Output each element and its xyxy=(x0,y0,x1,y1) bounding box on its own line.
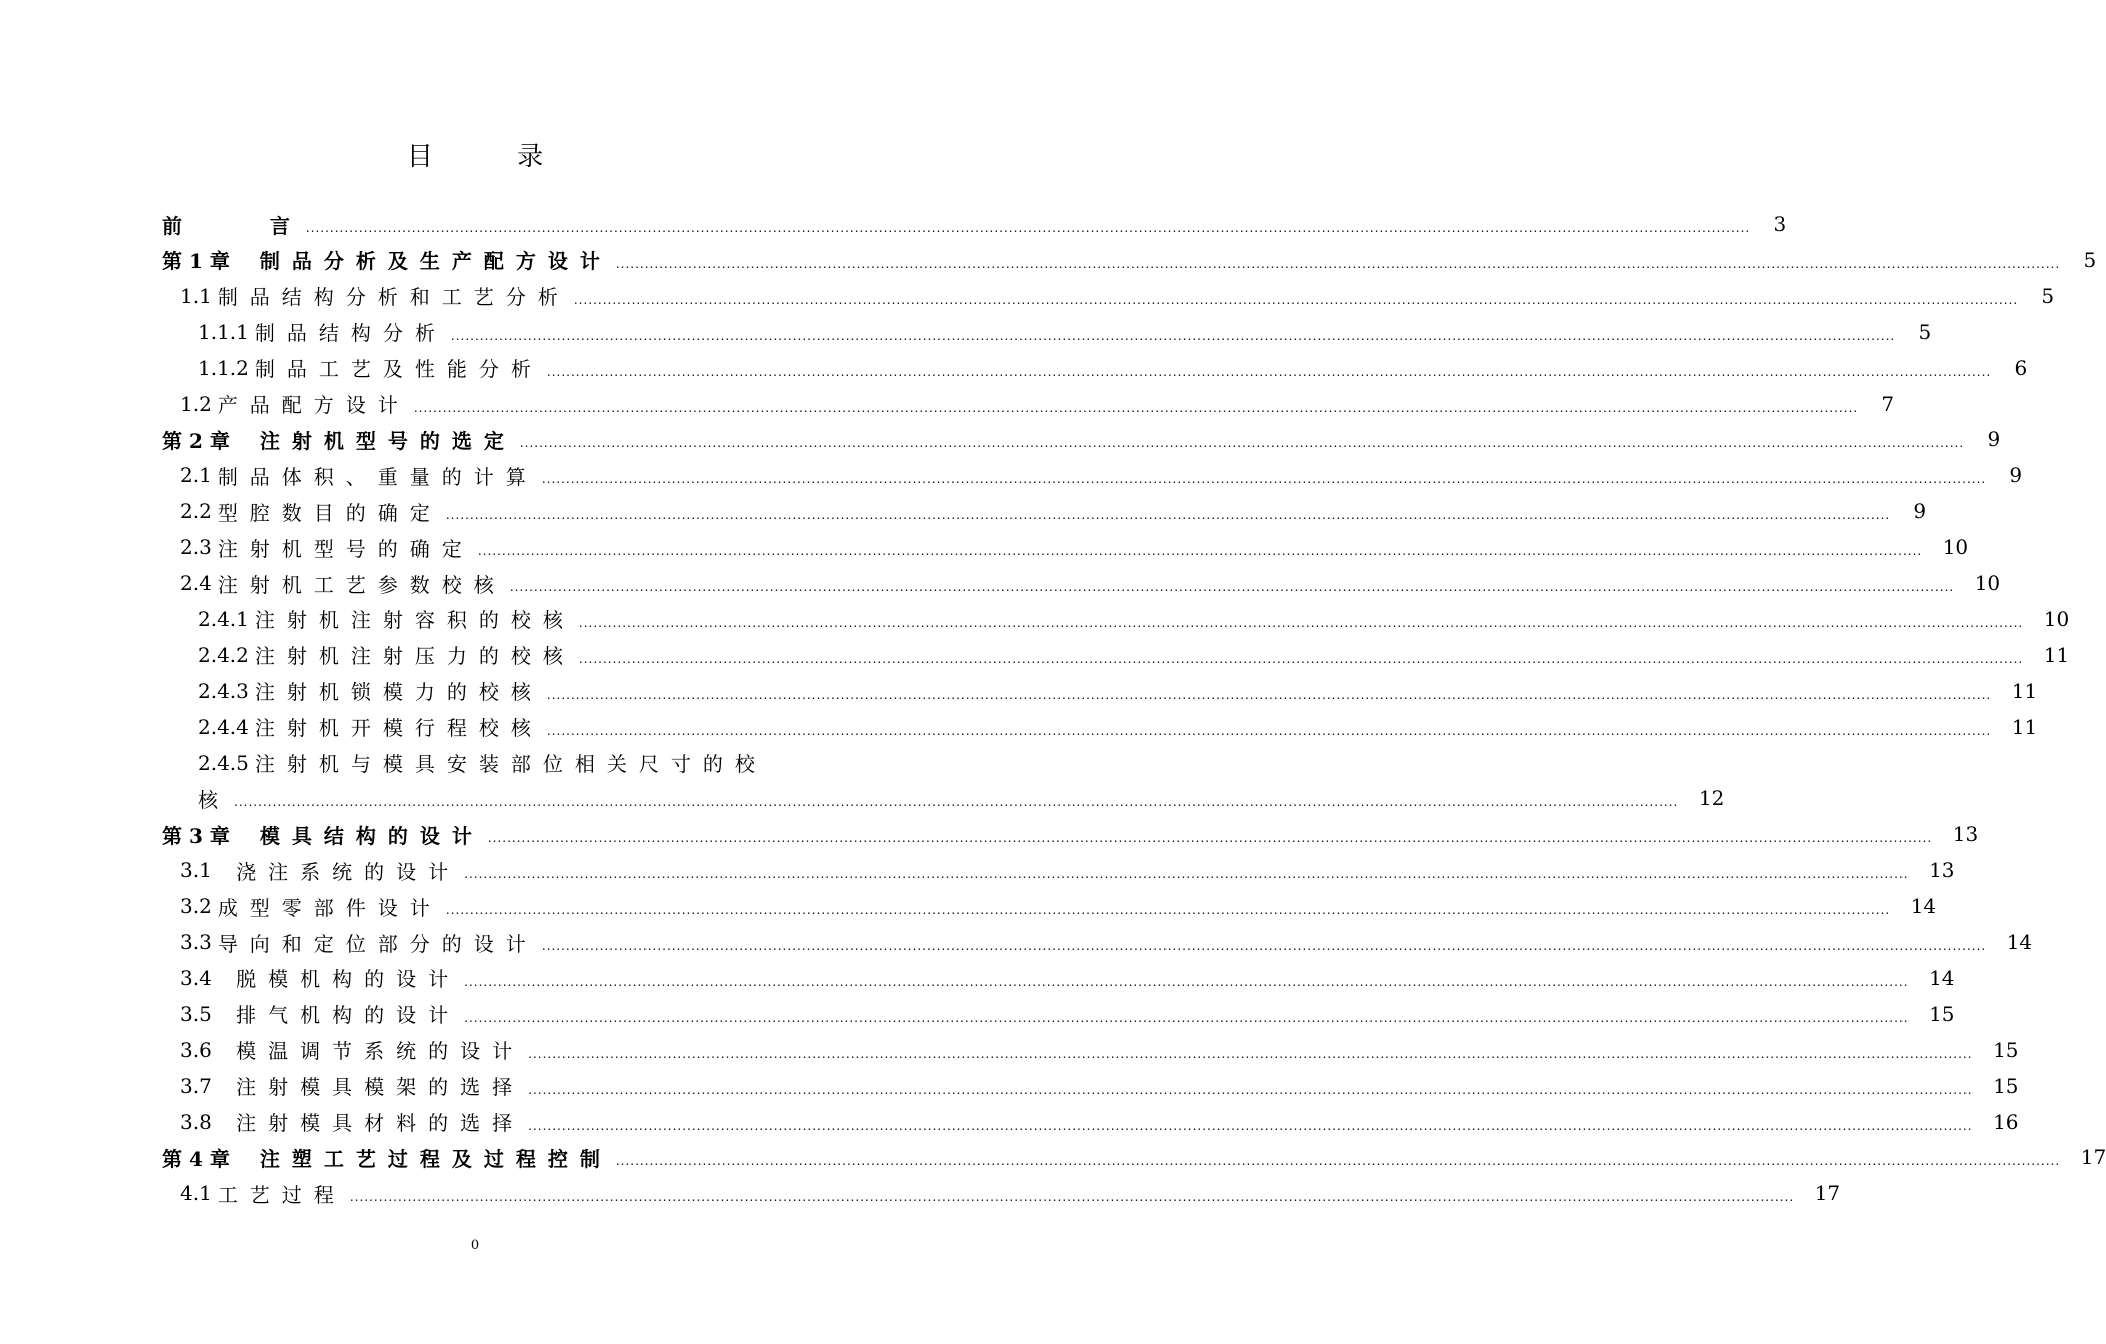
toc-entry-page: 14 xyxy=(1929,965,1955,990)
toc-entry-number: 2.4.4 xyxy=(198,714,249,739)
toc-entry-page: 15 xyxy=(1993,1073,2019,1098)
toc-entry-title: 模具结构的设计 xyxy=(259,823,484,848)
toc-entry-number: 3.2 xyxy=(180,894,212,919)
toc-entry-page: 5 xyxy=(2041,283,2055,308)
toc-entry-page: 17 xyxy=(2080,1145,2106,1170)
toc-leader-dots: ............................................................................................................................................................................................................................................................................................................ xyxy=(464,974,1909,989)
toc-entry-page: 17 xyxy=(1814,1181,1841,1206)
toc-entry[interactable] xyxy=(198,780,1725,816)
toc-entry-title: 型腔数目的确定 xyxy=(217,500,442,525)
toc-leader-dots: ............................................................................................................................................................................................................................................................................................................ xyxy=(487,831,1933,846)
toc-entry-title: 制品结构分析和工艺分析 xyxy=(217,285,570,310)
toc-entry-number: 2.1 xyxy=(180,463,212,488)
toc-entry-title: 制品体积、重量的计算 xyxy=(217,464,538,489)
toc-entry[interactable] xyxy=(180,278,2055,314)
toc-entry-page: 5 xyxy=(1918,319,1932,344)
toc-entry-title: 制品结构分析 xyxy=(254,321,447,346)
toc-entry-number: 1.1.2 xyxy=(198,355,249,380)
toc-entry[interactable] xyxy=(198,601,2070,637)
toc-entry-page: 10 xyxy=(1974,571,2001,595)
page-title: 目 录 xyxy=(406,142,582,172)
toc-leader-dots: ............................................................................................................................................................................................................................................................................................................ xyxy=(615,1154,2061,1169)
toc-entry-title: 产品配方设计 xyxy=(217,393,410,417)
toc-entry-page: 11 xyxy=(2011,714,2038,739)
toc-leader-dots: ............................................................................................................................................................................................................................................................................................................ xyxy=(546,687,1992,702)
toc-leader-dots: ............................................................................................................................................................................................................................................................................................................ xyxy=(528,1082,1973,1097)
toc-leader-dots: ............................................................................................................................................................................................................................................................................................................ xyxy=(450,328,1896,343)
toc-entry[interactable] xyxy=(162,1139,2106,1175)
toc-leader-dots: ............................................................................................................................................................................................................................................................................................................ xyxy=(541,939,1987,953)
toc-entry-title: 制品分析及生产配方设计 xyxy=(259,249,612,274)
toc-entry-number: 3.8 xyxy=(180,1109,212,1134)
toc-entry-title: 制品工艺及性能分析 xyxy=(254,357,543,382)
toc-entry-title: 注射模具材料的选择 xyxy=(217,1111,525,1135)
toc-entry[interactable] xyxy=(198,637,2070,673)
toc-entry[interactable] xyxy=(198,350,2028,386)
toc-entry-title: 注射机型号的选定 xyxy=(259,428,516,453)
toc-entry-number: 2.4.5 xyxy=(198,750,249,775)
toc-entry-page: 12 xyxy=(1698,786,1725,811)
toc-leader-dots: ............................................................................................................................................................................................................................................................................................................ xyxy=(519,436,1965,451)
toc-entry-page: 13 xyxy=(1929,858,1955,883)
toc-leader-dots: ............................................................................................................................................................................................................................................................................................................ xyxy=(477,544,1923,559)
toc-entry[interactable] xyxy=(162,421,2001,457)
toc-leader-dots: ............................................................................................................................................................................................................................................................................................................ xyxy=(615,256,2061,271)
toc-entry-number: 2.2 xyxy=(180,499,212,524)
toc-entry-number: 第 3 章 xyxy=(162,823,230,848)
toc-leader-dots: ............................................................................................................................................................................................................................................................................................................ xyxy=(578,651,2024,666)
toc-entry[interactable] xyxy=(162,206,1787,242)
toc-leader-dots: ............................................................................................................................................................................................................................................................................................................ xyxy=(573,292,2019,307)
toc-entry-page: 10 xyxy=(1942,535,1969,560)
toc-entry-number: 3.7 xyxy=(180,1073,212,1098)
toc-entry-title: 核 xyxy=(198,787,230,812)
toc-leader-dots: ............................................................................................................................................................................................................................................................................................................ xyxy=(234,795,1679,810)
toc-entry-number: 4.1 xyxy=(180,1181,212,1206)
toc-leader-dots: ............................................................................................................................................................................................................................................................................................................ xyxy=(546,364,1992,379)
toc-entry[interactable] xyxy=(198,745,832,781)
toc-leader-dots: ............................................................................................................................................................................................................................................................................................................ xyxy=(546,723,1992,738)
toc-entry-page: 15 xyxy=(1993,1037,2019,1062)
toc-entry-page: 9 xyxy=(2009,463,2023,488)
toc-entry-number: 3.5 xyxy=(180,1001,212,1026)
toc-entry[interactable] xyxy=(180,996,1955,1032)
toc-entry-title: 模温调节系统的设计 xyxy=(217,1039,525,1064)
toc-entry[interactable] xyxy=(180,1068,2019,1104)
toc-entry-title: 排气机构的设计 xyxy=(217,1003,461,1028)
toc-entry-title: 成型零部件设计 xyxy=(217,895,442,920)
toc-leader-dots: ............................................................................................................................................................................................................................................................................................................ xyxy=(413,400,1859,415)
toc-entry[interactable] xyxy=(180,960,1955,996)
toc-leader-dots: ............................................................................................................................................................................................................................................................................................................ xyxy=(445,903,1891,918)
toc-entry[interactable] xyxy=(180,924,2033,960)
toc-entry-page: 16 xyxy=(1993,1109,2019,1134)
toc-entry-page: 14 xyxy=(1910,894,1937,919)
toc-entry-title: 脱模机构的设计 xyxy=(217,967,461,992)
toc-entry[interactable] xyxy=(180,565,2001,601)
toc-entry-number: 第 4 章 xyxy=(162,1146,230,1171)
toc-entry-page: 14 xyxy=(2006,930,2033,954)
toc-entry-title: 注射机注射压力的校核 xyxy=(254,644,575,669)
toc-entry[interactable] xyxy=(198,314,1932,350)
toc-entry-page: 6 xyxy=(2014,355,2028,380)
toc-entry-page: 9 xyxy=(1913,499,1927,524)
toc-entry-number: 2.4.3 xyxy=(198,678,249,703)
toc-entry-page: 7 xyxy=(1881,391,1895,416)
toc-entry[interactable] xyxy=(180,1104,2019,1140)
toc-entry-title: 工艺过程 xyxy=(217,1182,346,1207)
toc-leader-dots: ............................................................................................................................................................................................................................................................................................................ xyxy=(464,1010,1909,1025)
toc-entry[interactable] xyxy=(180,852,1955,888)
toc-leader-dots: ............................................................................................................................................................................................................................................................................................................ xyxy=(349,1190,1795,1205)
toc-entry-title: 注射机工艺参数校核 xyxy=(217,572,506,597)
toc-entry-number: 3.6 xyxy=(180,1037,212,1062)
toc-entry[interactable] xyxy=(180,457,2023,493)
toc-leader-dots: ............................................................................................................................................................................................................................................................................................................ xyxy=(464,867,1909,882)
toc-entry-title: 前 言 xyxy=(162,213,302,238)
toc-entry-number: 3.1 xyxy=(180,858,212,883)
toc-entry-page: 10 xyxy=(2043,606,2070,631)
toc-entry[interactable] xyxy=(198,673,2038,709)
toc-entry[interactable] xyxy=(180,493,1927,529)
toc-entry-title: 注塑工艺过程及过程控制 xyxy=(259,1146,612,1171)
toc-leader-dots: ............................................................................................................................................................................................................................................................................................................ xyxy=(509,580,1955,594)
toc-entry-page: 11 xyxy=(2011,678,2038,703)
toc-entry[interactable] xyxy=(162,816,1979,852)
toc-entry-page: 15 xyxy=(1929,1001,1955,1026)
toc-leader-dots: ............................................................................................................................................................................................................................................................................................................ xyxy=(528,1046,1973,1061)
toc-leader-dots: ............................................................................................................................................................................................................................................................................................................ xyxy=(541,472,1987,487)
toc-entry-title: 注射机型号的确定 xyxy=(217,536,474,561)
toc-leader-dots: ............................................................................................................................................................................................................................................................................................................ xyxy=(578,615,2024,630)
toc-leader-dots: ............................................................................................................................................................................................................................................................................................................ xyxy=(445,508,1891,523)
toc-entry-page: 3 xyxy=(1773,212,1787,236)
toc-entry-number: 1.2 xyxy=(180,391,212,416)
toc-entry[interactable] xyxy=(198,709,2038,745)
toc-entry-number: 2.4.1 xyxy=(198,606,249,631)
toc-entry-number: 第 2 章 xyxy=(162,428,230,453)
toc-entry[interactable] xyxy=(180,1175,1841,1211)
toc-entry-page: 11 xyxy=(2043,642,2070,667)
toc-entry[interactable] xyxy=(180,529,1969,565)
toc-entry-number: 3.4 xyxy=(180,965,212,990)
toc-entry-title: 注射机开模行程校核 xyxy=(254,716,543,741)
toc-entry-number: 1.1 xyxy=(180,283,212,308)
toc-entry-title: 注射机锁模力的校核 xyxy=(254,680,543,705)
toc-entry-number: 1.1.1 xyxy=(198,319,249,344)
toc-entry-title: 浇注系统的设计 xyxy=(217,859,461,884)
toc-entry-number: 3.3 xyxy=(180,930,212,954)
toc-entry-title: 注射模具模架的选择 xyxy=(217,1075,525,1100)
toc-entry[interactable] xyxy=(180,1032,2019,1068)
toc-entry-number: 第 1 章 xyxy=(162,249,230,274)
toc-entry-title: 注射机与模具安装部位相关尺寸的校 xyxy=(254,752,767,776)
toc-entry[interactable] xyxy=(180,888,1937,924)
toc-entry-number: 2.4 xyxy=(180,571,212,595)
toc-entry[interactable] xyxy=(180,386,1895,422)
toc-entry-title: 导向和定位部分的设计 xyxy=(217,931,538,956)
toc-entry[interactable] xyxy=(162,242,2097,278)
toc-entry-page: 5 xyxy=(2083,247,2097,272)
toc-entry-page: 13 xyxy=(1952,822,1979,847)
toc-leader-dots: ............................................................................................................................................................................................................................................................................................................ xyxy=(528,1118,1973,1133)
page-number: 0 xyxy=(470,1238,480,1253)
toc-entry-page: 9 xyxy=(1987,427,2001,452)
toc-entry-title: 注射机注射容积的校核 xyxy=(254,608,575,633)
toc-leader-dots: ............................................................................................................................................................................................................................................................................................................ xyxy=(305,221,1751,235)
toc-entry-number: 2.4.2 xyxy=(198,642,249,667)
toc-entry-number: 2.3 xyxy=(180,535,212,560)
